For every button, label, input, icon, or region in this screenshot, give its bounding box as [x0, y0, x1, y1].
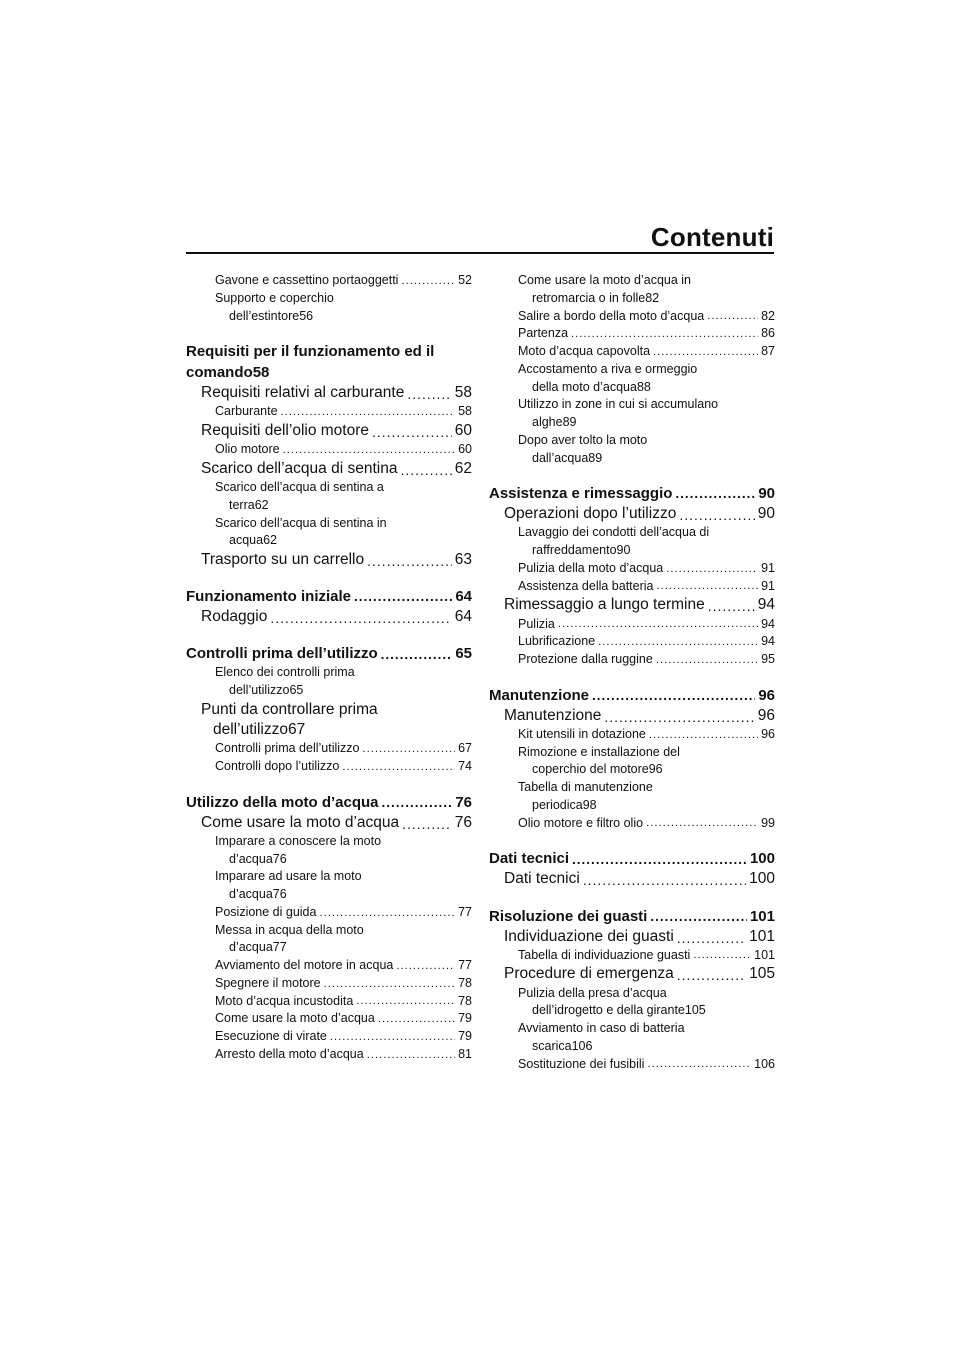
toc-entry[interactable]: Arresto della moto d’acqua ..... 81 — [186, 1046, 472, 1064]
page-number: 78 — [458, 993, 472, 1008]
page-number: 77 — [458, 904, 472, 919]
page-number: 52 — [458, 273, 472, 287]
dot-leader — [677, 929, 746, 947]
toc-entry[interactable]: Protezione dalla ruggine ..... 95 — [489, 651, 775, 669]
page-number: 60 — [454, 422, 472, 440]
page-number: 101 — [749, 927, 775, 945]
toc-entry[interactable]: Pulizia ..... 94 — [489, 616, 775, 634]
toc-entry[interactable]: Olio motore ..... 60 — [186, 441, 472, 459]
toc-entry[interactable]: Controlli prima dell’utilizzo ..... 67 — [186, 740, 472, 758]
page-number: 77 — [272, 940, 287, 955]
toc-section[interactable]: Dati tecnici ..... 100 — [489, 848, 775, 869]
toc-entry[interactable]: Moto d’acqua capovolta ..... 87 — [489, 343, 775, 361]
page-number: 77 — [458, 958, 472, 973]
toc-entry[interactable]: Imparare a conoscere la moto d’acqua 76 — [186, 833, 472, 869]
toc-entry[interactable]: Manutenzione ..... 96 — [489, 706, 775, 726]
dot-leader — [571, 327, 758, 343]
toc-entry[interactable]: Lavaggio dei condotti dell’acqua di raffreddamento 90 — [489, 524, 775, 560]
dot-leader — [382, 794, 453, 813]
toc-entry[interactable]: Spegnere il motore ..... 78 — [186, 975, 472, 993]
toc-entry[interactable]: Rimessaggio a lungo termine ..... 94 — [489, 595, 775, 615]
dot-leader — [378, 1012, 455, 1028]
toc-entry[interactable]: Scarico dell’acqua di sentina ..... 62 — [186, 459, 472, 479]
toc-section[interactable]: Assistenza e rimessaggio ..... 90 — [489, 483, 775, 504]
page-number: 67 — [287, 721, 306, 739]
dot-leader — [396, 959, 455, 975]
toc-entry[interactable]: Tabella di manutenzione periodica 98 — [489, 779, 775, 815]
dot-leader — [693, 948, 751, 964]
dot-leader — [342, 760, 455, 776]
toc-entry[interactable]: Supporto e coperchio dell’estintore 56 — [186, 290, 472, 326]
page-number: 101 — [754, 947, 775, 962]
toc-entry[interactable]: Come usare la moto d’acqua ..... 79 — [186, 1010, 472, 1028]
toc-column-left — [186, 272, 472, 1064]
toc-entry[interactable]: Pulizia della presa d’acqua dell’idrogetto e della girante 105 — [489, 985, 775, 1021]
toc-entry[interactable]: Posizione di guida ..... 77 — [186, 904, 472, 922]
page-number: 94 — [761, 634, 775, 649]
dot-leader — [647, 1057, 751, 1073]
dot-leader — [653, 345, 758, 361]
page-number: 91 — [761, 560, 775, 575]
toc-entry[interactable]: Elenco dei controlli prima dell’utilizzo 65 — [186, 664, 472, 700]
toc-entry[interactable]: Imparare ad usare la moto d’acqua 76 — [186, 868, 472, 904]
page-number: 82 — [645, 290, 660, 305]
dot-leader — [649, 728, 758, 744]
toc-column-right — [489, 272, 775, 1073]
toc-entry[interactable]: Punti da controllare prima dell’utilizzo 67 — [186, 700, 472, 740]
page-number: 65 — [455, 645, 472, 663]
toc-entry[interactable]: Salire a bordo della moto d’acqua ..... 82 — [489, 308, 775, 326]
page-number: 76 — [455, 793, 472, 811]
page-number: 60 — [458, 442, 472, 457]
toc-entry[interactable]: Scarico dell’acqua di sentina in acqua 62 — [186, 515, 472, 551]
toc-entry[interactable]: Olio motore e filtro olio ..... 99 — [489, 815, 775, 833]
page-number: 96 — [757, 706, 775, 724]
toc-entry[interactable]: Messa in acqua della moto d’acqua 77 — [186, 922, 472, 958]
toc-entry[interactable]: Procedure di emergenza ..... 105 — [489, 964, 775, 984]
page-number: 96 — [648, 762, 663, 777]
page-number: 90 — [757, 505, 775, 523]
dot-leader — [598, 635, 758, 651]
page-number: 74 — [458, 758, 472, 773]
toc-entry[interactable]: Accostamento a riva e ormeggio della moto d’acqua 88 — [489, 361, 775, 397]
toc-entry[interactable]: Lubrificazione ..... 94 — [489, 633, 775, 651]
page-number: 89 — [562, 415, 577, 429]
page-number: 76 — [272, 851, 287, 866]
toc-entry[interactable]: Pulizia della moto d’acqua ..... 91 — [489, 560, 775, 578]
dot-leader — [583, 871, 746, 889]
dot-leader — [558, 617, 758, 633]
page-number: 101 — [749, 907, 775, 925]
dot-leader — [679, 506, 754, 524]
page-number: 78 — [458, 975, 472, 990]
page-number: 91 — [761, 578, 775, 593]
toc-entry[interactable]: Trasporto su un carrello ..... 63 — [186, 550, 472, 570]
page-number: 100 — [749, 850, 775, 868]
page-number: 106 — [571, 1038, 593, 1053]
dot-leader — [367, 1048, 455, 1064]
dot-leader — [330, 1030, 455, 1046]
toc-entry[interactable]: Dopo aver tolto la moto dall’acqua 89 — [489, 432, 775, 468]
page-number: 105 — [749, 965, 775, 983]
toc-entry[interactable]: Esecuzione di virate ..... 79 — [186, 1028, 472, 1046]
toc-entry[interactable]: Come usare la moto d’acqua in retromarcia o in folle 82 — [489, 272, 775, 308]
toc-entry[interactable]: Rimozione e installazione del coperchio del motore 96 — [489, 744, 775, 780]
page-number: 106 — [754, 1056, 775, 1071]
page-number: 67 — [458, 741, 472, 756]
page-number: 90 — [616, 543, 631, 558]
dot-leader — [604, 708, 754, 726]
toc-entry[interactable]: Requisiti relativi al carburante ..... 58 — [186, 383, 472, 403]
page-number: 62 — [454, 460, 472, 478]
dot-leader — [281, 405, 456, 421]
toc-entry[interactable]: Controlli dopo l’utilizzo ..... 74 — [186, 758, 472, 776]
page-number: 79 — [458, 1029, 472, 1044]
toc-entry[interactable]: Moto d’acqua incustodita ..... 78 — [186, 993, 472, 1011]
dot-leader — [646, 816, 758, 832]
dot-leader — [656, 653, 758, 669]
dot-leader — [319, 906, 455, 922]
toc-entry[interactable]: Operazioni dopo l’utilizzo ..... 90 — [489, 504, 775, 524]
dot-leader — [270, 609, 451, 627]
toc-entry[interactable]: Carburante ..... 58 — [186, 403, 472, 421]
dot-leader — [572, 851, 747, 870]
page-number: 96 — [761, 726, 775, 741]
dot-leader — [657, 579, 759, 595]
toc-section[interactable]: Controlli prima dell’utilizzo ..... 65 — [186, 643, 472, 664]
dot-leader — [407, 385, 451, 403]
toc-entry[interactable]: Come usare la moto d’acqua ..... 76 — [186, 813, 472, 833]
toc-entry[interactable]: Requisiti dell’olio motore ..... 60 — [186, 421, 472, 441]
toc-section[interactable]: Risoluzione dei guasti ..... 101 — [489, 906, 775, 927]
page-number: 64 — [455, 588, 472, 606]
toc-entry[interactable]: Dati tecnici ..... 100 — [489, 869, 775, 889]
toc-entry[interactable]: Kit utensili in dotazione ..... 96 — [489, 726, 775, 744]
page-number: 98 — [582, 797, 597, 812]
toc-section[interactable]: Utilizzo della moto d’acqua ..... 76 — [186, 792, 472, 813]
dot-leader — [708, 597, 755, 615]
toc-entry[interactable]: Avviamento in caso di batteria scarica 106 — [489, 1020, 775, 1056]
toc-entry[interactable]: Partenza ..... 86 — [489, 325, 775, 343]
page-number: 58 — [252, 364, 270, 382]
page-number: 58 — [458, 404, 472, 419]
page-title: Contenuti — [650, 222, 774, 252]
dot-leader — [402, 815, 452, 833]
toc-entry[interactable]: Utilizzo in zone in cui si accumulano alghe 89 — [489, 396, 775, 432]
dot-leader — [367, 552, 452, 570]
dot-leader — [707, 309, 758, 325]
dot-leader — [401, 274, 455, 290]
page-number: 62 — [263, 533, 277, 548]
dot-leader — [650, 908, 747, 927]
page-number: 90 — [758, 485, 775, 503]
dot-leader — [666, 562, 758, 578]
toc-entry[interactable]: Sostituzione dei fusibili ..... 106 — [489, 1056, 775, 1074]
dot-leader — [381, 646, 453, 665]
toc-section[interactable]: Manutenzione ..... 96 — [489, 685, 775, 706]
dot-leader — [354, 588, 452, 607]
page-number: 63 — [454, 551, 472, 569]
page-number: 94 — [761, 616, 775, 631]
toc-entry[interactable]: Avviamento del motore in acqua ..... 77 — [186, 957, 472, 975]
page-number: 87 — [761, 344, 775, 358]
page-number: 65 — [289, 683, 304, 698]
page-number: 81 — [458, 1046, 472, 1061]
dot-leader — [324, 977, 455, 993]
page-number: 88 — [636, 379, 651, 394]
page-number: 86 — [761, 326, 775, 341]
toc-entry[interactable]: Scarico dell’acqua di sentina a terra 62 — [186, 479, 472, 515]
title-rule — [186, 252, 774, 254]
toc-entry[interactable]: Gavone e cassettino portaoggetti ..... 52 — [186, 272, 472, 290]
dot-leader — [677, 966, 746, 984]
dot-leader — [592, 687, 755, 706]
page-number: 95 — [761, 652, 775, 667]
page-number: 105 — [684, 1003, 706, 1018]
toc-section[interactable]: Requisiti per il funzionamento ed il comando 58 — [186, 343, 435, 382]
toc-section[interactable]: Funzionamento iniziale ..... 64 — [186, 586, 472, 607]
toc-entry[interactable]: Rodaggio ..... 64 — [186, 607, 472, 627]
page-number: 94 — [757, 596, 775, 614]
page-number: 99 — [761, 815, 775, 830]
dot-leader — [363, 742, 456, 758]
page-number: 76 — [272, 887, 287, 902]
page-number: 89 — [588, 450, 603, 465]
page-number: 56 — [299, 308, 314, 323]
page-number: 100 — [749, 870, 775, 888]
page-number: 79 — [458, 1011, 472, 1026]
page-number: 96 — [758, 686, 775, 704]
dot-leader — [283, 443, 455, 459]
page-number: 62 — [254, 497, 269, 512]
dot-leader — [372, 423, 452, 441]
dot-leader — [400, 461, 451, 479]
page-number: 82 — [761, 308, 775, 323]
dot-leader — [356, 994, 455, 1010]
toc-entry[interactable]: Assistenza della batteria ..... 91 — [489, 578, 775, 596]
page-number: 64 — [454, 608, 472, 626]
toc-entry[interactable]: Individuazione dei guasti ..... 101 — [489, 927, 775, 947]
page-number: 58 — [454, 384, 472, 402]
toc-entry[interactable]: Tabella di individuazione guasti ..... 101 — [489, 947, 775, 965]
dot-leader — [675, 485, 755, 504]
page-number: 76 — [454, 813, 472, 831]
